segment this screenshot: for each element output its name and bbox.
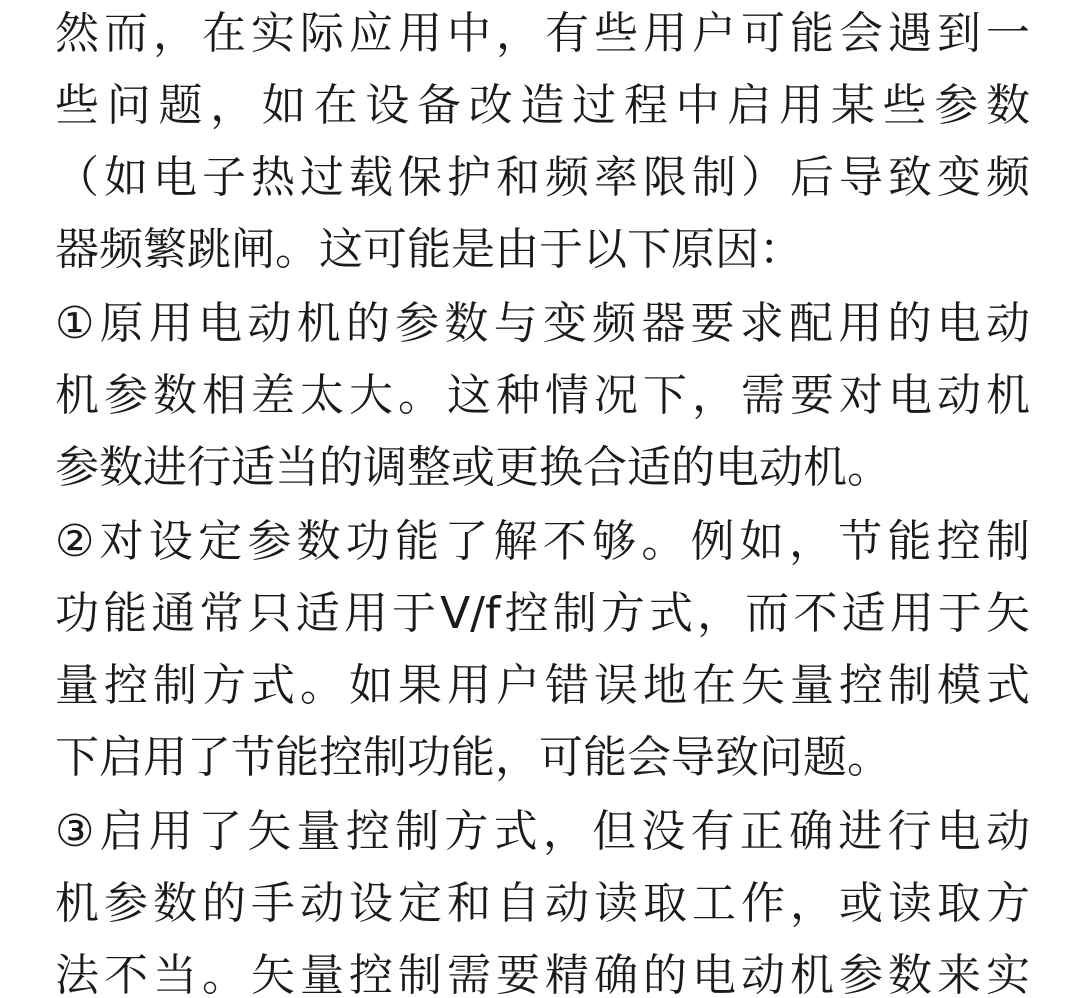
text-line: 然而，在实际应用中，有些用户可能会遇到一 [55,8,1030,59]
text-line: 些问题，如在设备改造过程中启用某些参数 [55,80,1030,131]
text-line: ③启用了矢量控制方式，但没有正确进行电动 [55,806,1030,857]
text-line: 机参数的手动设定和自动读取工作，或读取方 [55,878,1030,929]
text-line: ②对设定参数功能了解不够。例如，节能控制 [55,516,1030,567]
text-line: 法不当。矢量控制需要精确的电动机参数来实 [55,950,1030,998]
text-line: 下启用了节能控制功能，可能会导致问题。 [55,732,891,783]
text-line: ①原用电动机的参数与变频器要求配用的电动 [55,298,1030,349]
text-line: 器频繁跳闸。这可能是由于以下原因： [55,224,803,275]
text-line: 机参数相差太大。这种情况下，需要对电动机 [55,370,1030,421]
text-line: （如电子热过载保护和频率限制）后导致变频 [55,152,1030,203]
text-line: 量控制方式。如果用户错误地在矢量控制模式 [55,660,1030,711]
text-line: 参数进行适当的调整或更换合适的电动机。 [55,442,891,493]
text-line: 功能通常只适用于V/f控制方式，而不适用于矢 [55,588,1030,639]
